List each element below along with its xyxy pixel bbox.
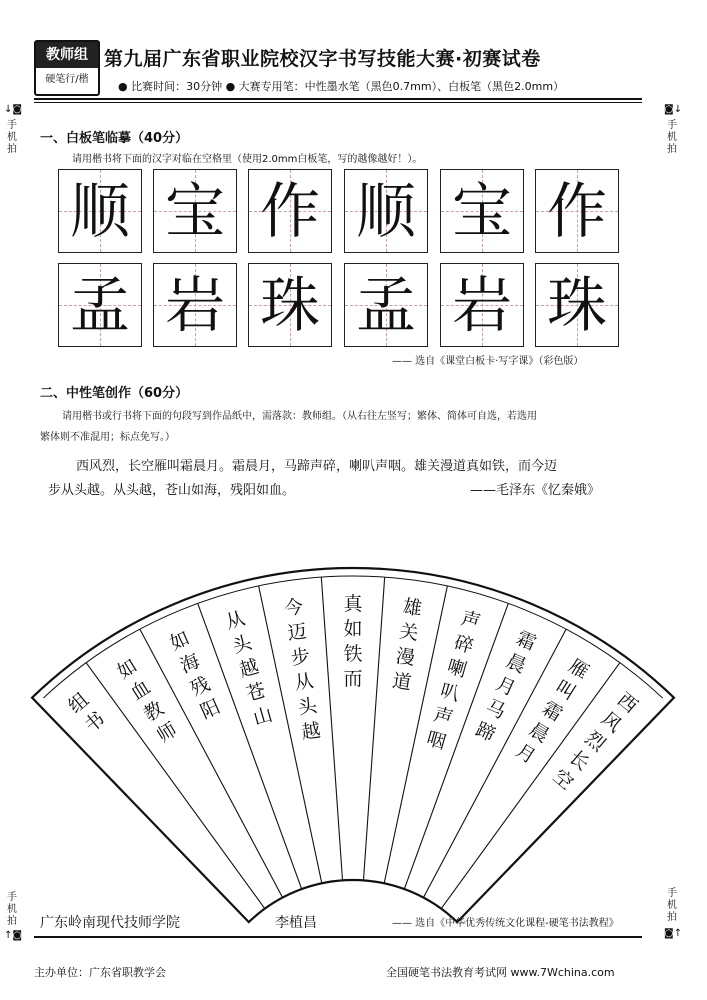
fan-rib (441, 663, 620, 909)
model-char: 岩 (165, 271, 225, 341)
grid-cell (58, 263, 142, 347)
fan-column-text: 从头越苍山 (223, 607, 276, 730)
fan-column-text: 霜晨月马蹄 (472, 626, 540, 747)
fan-column-text: 西风烈长空 (548, 689, 642, 795)
model-char: 顺 (70, 177, 130, 247)
grid-cell (153, 263, 237, 347)
footer-rule (34, 936, 642, 938)
school-name: 广东岭南现代技师学院 (40, 915, 180, 931)
section2-instruction-cont: 繁体则不准混用；标点免写。） (40, 432, 175, 443)
fan-rib (321, 577, 342, 880)
section2-source: —— 选自《中华优秀传统文化课程-硬笔书法教程》 (392, 918, 619, 929)
fan-column-text: 如血教师 (113, 654, 181, 747)
grid-cell (58, 169, 142, 253)
written-char: 作 (547, 177, 607, 247)
section2-title: 二、中性笔创作（60分） (40, 386, 189, 401)
side-label-bottom-left: 手机拍 (7, 892, 17, 927)
written-char: 珠 (547, 271, 607, 341)
grid-cell (535, 169, 619, 253)
grid-cell (440, 169, 524, 253)
fan-column-text: 雄关漫道 (390, 595, 424, 695)
badge-group-label: 教师组 (36, 42, 98, 68)
fan-column-text: 雁叫霜晨月 (511, 654, 593, 768)
section2-instruction: 请用楷书或行书将下面的句段写到作品纸中，需落款：教师组。（从右往左竖写；繁体、简体可自选，若选用 (62, 411, 537, 422)
grid-cell (344, 263, 428, 347)
fan-rib (86, 663, 265, 909)
poem-line: 西风烈，长空雁叫霜晨月。霜晨月，马蹄声碎，喇叭声咽。雄关漫道真如铁，而今迈 (76, 459, 558, 474)
fan-column-text: 声碎喇叭声咽 (423, 607, 483, 754)
grid-cell (535, 263, 619, 347)
grid-cell (153, 169, 237, 253)
signature: 李植昌 (275, 915, 317, 931)
written-char: 顺 (356, 177, 416, 247)
fan-column-text: 如海残阳 (166, 626, 224, 724)
poem-line: 步从头越。从头越，苍山如海，残阳如血。 (48, 483, 296, 498)
organizer: 主办单位：广东省职教学会 (34, 966, 166, 979)
written-char: 宝 (452, 177, 512, 247)
section1-instruction: 请用楷书将下面的汉字对临在空格里（使用2.0mm白板笔，写的越像越好！）。 (72, 154, 423, 165)
side-label-bottom-right: 手机拍 (667, 888, 677, 923)
fan-rib (363, 577, 384, 880)
section1-source: —— 选自《课堂白板卡·写字课》（彩色版） (392, 356, 584, 367)
section1-title: 一、白板笔临摹（40分） (40, 131, 189, 146)
grid-cell (248, 263, 332, 347)
camera-arrow-icon: ◙↓ (664, 104, 683, 115)
fan-rib (140, 629, 283, 897)
model-char: 珠 (260, 271, 320, 341)
camera-arrow-icon: ↓◙ (4, 104, 23, 115)
grid-cell (248, 169, 332, 253)
fan-column-text: 真如铁而 (343, 593, 363, 690)
model-char: 宝 (165, 177, 225, 247)
camera-arrow-icon: ◙↑ (664, 928, 683, 939)
grid-cell (344, 169, 428, 253)
fan-rib (423, 629, 566, 897)
camera-arrow-icon: ↑◙ (4, 930, 23, 941)
fan-column-text: 组书 (64, 689, 110, 738)
badge-style-label: 硬笔行/楷 (45, 74, 89, 85)
side-label-top-left: 手机拍 (7, 120, 17, 155)
written-char: 岩 (452, 271, 512, 341)
model-char: 作 (260, 177, 320, 247)
fan-column-text: 今迈步从头越 (282, 595, 323, 745)
written-char: 孟 (356, 271, 416, 341)
page-title: 第九届广东省职业院校汉字书写技能大赛·初赛试卷 (104, 48, 541, 70)
grid-cell (440, 263, 524, 347)
poem-author: ——毛泽东《忆秦娥》 (470, 483, 601, 498)
exam-info: ● 比赛时间：30分钟 ● 大赛专用笔：中性墨水笔（黑色0.7mm）、白板笔（黑色2.0mm） (118, 80, 565, 93)
website: 全国硬笔书法教育考试网 www.7Wchina.com (386, 966, 615, 979)
side-label-top-right: 手机拍 (667, 120, 677, 155)
model-char: 孟 (70, 271, 130, 341)
